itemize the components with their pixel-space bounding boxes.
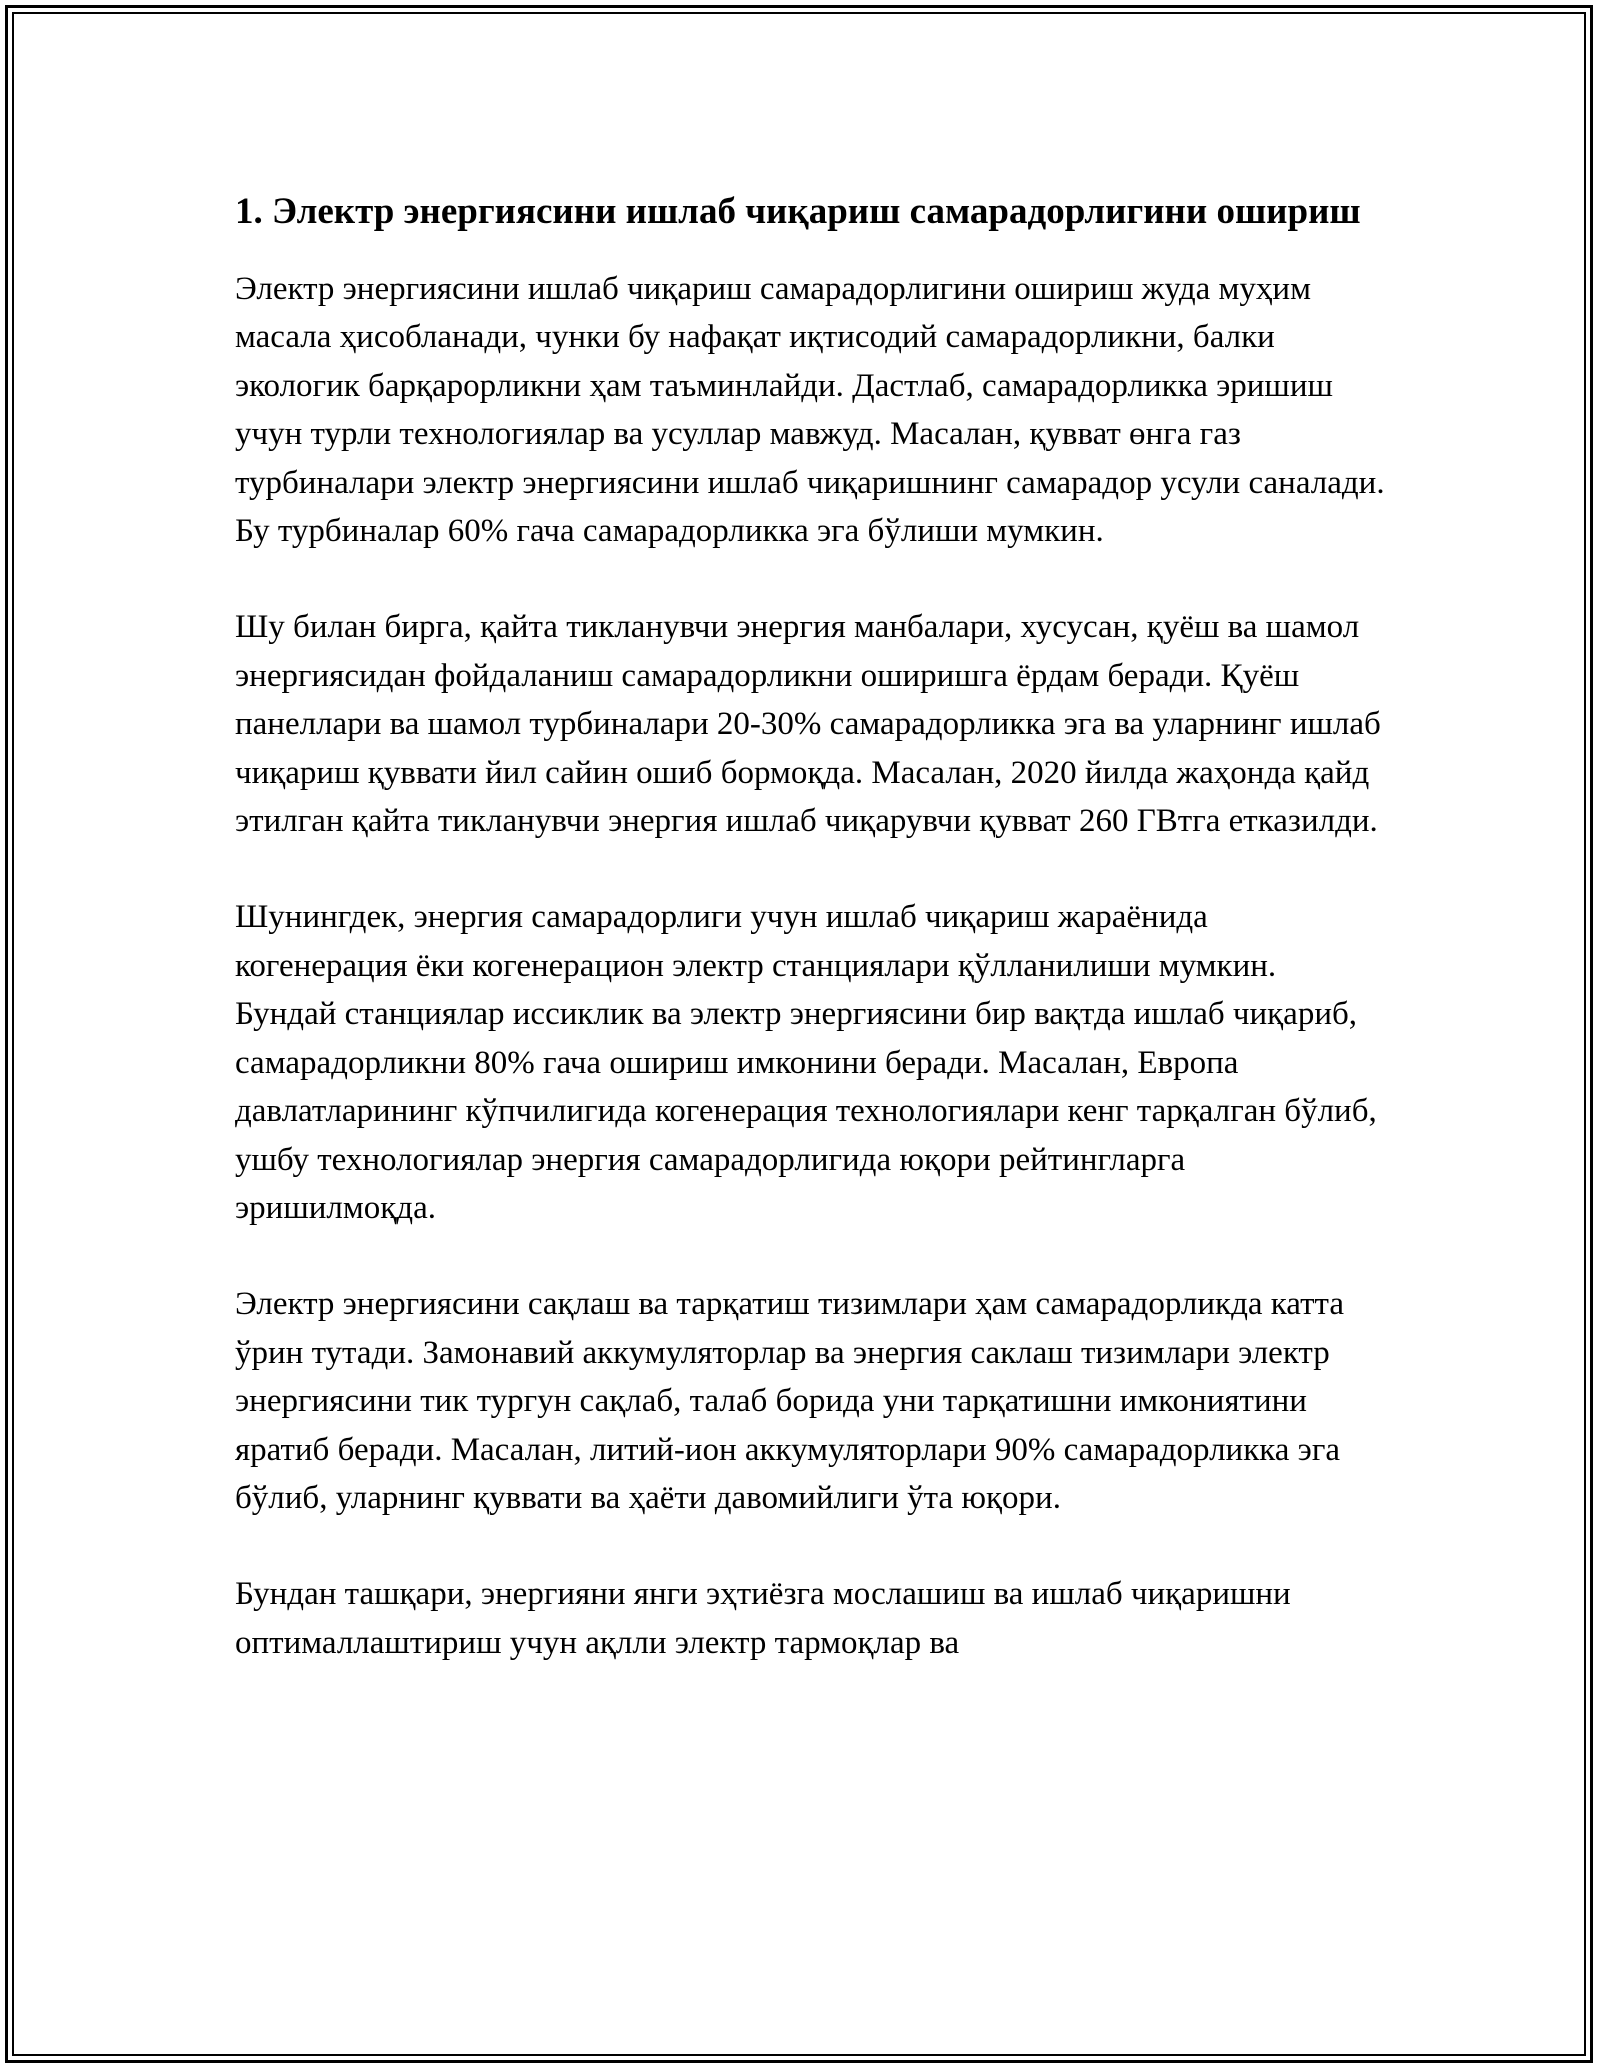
paragraph: Электр энергиясини сақлаш ва тарқатиш тизимлари ҳам самарадорликда катта ўрин тутади. Замонавий аккумуляторлар ва энергия саклаш тизимлари электр энергиясини тик тургун сақлаб, талаб борида уни тарқатишни имкониятини яратиб беради. Масалан, литий-ион аккумуляторлари 90% самарадорликка эга бўлиб, уларнинг қуввати ва ҳаёти давомийлиги ўта юқори. [235, 1286, 1344, 1516]
paragraph: Шу билан бирга, қайта тикланувчи энергия манбалари, хусусан, қуёш ва шамол энергиясидан фойдаланиш самарадорликни оширишга ёрдам беради. Қуёш панеллари ва шамол турбиналари 20-30% самарадорликка эга ва уларнинг ишлаб чиқариш қуввати йил сайин ошиб бормоқда. Масалан, 2020 йилда жаҳонда қайд этилган қайта тикланувчи энергия ишлаб чиқарувчи қувват 260 ГВтга етказилди. [235, 609, 1381, 840]
paragraph: Электр энергиясини ишлаб чиқариш самарадорлигини ошириш жуда муҳим масала ҳисобланади, чунки бу нафақат иқтисодий самарадорликни, балки экологик барқарорликни ҳам таъминлайди. Дастлаб, самарадорликка эришиш учун турли технологиялар ва усуллар мавжуд. Масалан, қувват өнга газ турбиналари электр энергиясини ишлаб чиқаришнинг самарадор усули саналади. Бу турбиналар 60% гача самарадорликка эга бўлиши мумкин. [235, 271, 1385, 550]
paragraph: Шунингдек, энергия самарадорлиги учун ишлаб чиқариш жараёнида когенерация ёки когенерацион электр станциялари қўлланилиши мумкин. Бундай станциялар иссиклик ва электр энергиясини бир вақтда ишлаб чиқариб, самарадорликни 80% гача ошириш имконини беради. Масалан, Европа давлатларининг кўпчилигида когенерация технологиялари кенг тарқалган бўлиб, ушбу технологиялар энергия самарадорлигида юқори рейтингларга эришилмоқда. [235, 899, 1377, 1226]
paragraph: Бундан ташқари, энергияни янги эҳтиёзга мослашиш ва ишлаб чиқаришни оптималлаштириш учун ақлли электр тармоқлар ва [235, 1576, 1291, 1661]
document-body [235, 188, 1385, 1715]
section-heading: 1. Электр энергиясини ишлаб чиқариш самарадорлигини ошириш [235, 191, 1361, 232]
